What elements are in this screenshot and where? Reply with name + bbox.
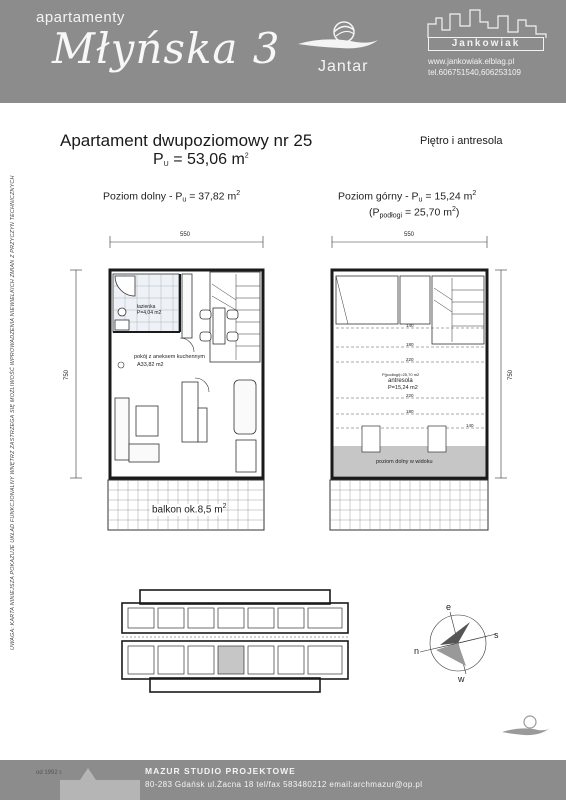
studio-house-icon [60, 760, 142, 800]
bathroom-name: łazienka [137, 304, 156, 310]
height-line-220-top: 220 [406, 357, 414, 362]
lower-visible-label: poziom dolny w widoku [376, 459, 433, 465]
height-line-140-bottom: 140 [466, 423, 474, 428]
upper-height-dim: 750 [508, 369, 515, 381]
upper-width-dim: 550 [404, 232, 415, 238]
compass-west: w [458, 674, 465, 684]
upper-floor-area-label: (Ppodłogi = 25,70 $m^2$) [369, 206, 460, 220]
room-name: pokój z aneksem kuchennym [134, 354, 205, 360]
disclaimer-note: UWAGA: KARTA NINIEJSZA POKAZUJE UKŁAD FUNKCJONALNY WNĘTRZ ZASTRZEGA SIĘ MOŻLIWOŚĆ WPROWADZENIA NIEWIELKICH ZMIAN Z PRZYCZYN TECHNICZNYCH [10, 175, 16, 650]
apartment-title: Apartament dwupoziomowy nr 25 [60, 131, 313, 150]
apartment-area: PU = 53,06 $m^2$ [153, 151, 249, 168]
studio-name: MAZUR STUDIO PROJEKTOWE [145, 766, 296, 776]
height-line-220-bottom: 220 [406, 393, 414, 398]
lower-level-label: Poziom dolny - Pu = 37,82 $m^2$ [103, 190, 241, 204]
lower-height-dim: 750 [64, 369, 71, 381]
compass-north: n [414, 646, 420, 656]
developer-phone: tel.606751540,606253109 [428, 68, 521, 77]
lower-width-dim: 550 [180, 232, 191, 238]
height-line-140-top: 140 [406, 323, 414, 328]
upper-level-label: Poziom górny - Pu = 15,24 $m^2$ [338, 190, 477, 204]
studio-since: od 1992 r. [36, 770, 63, 776]
height-line-180-bottom: 180 [406, 409, 414, 414]
mezzanine-floor-area: P(podłogi)=25,70 m2 [382, 372, 420, 377]
bathroom-area: P=4,04 m2 [137, 310, 162, 316]
height-line-180-top: 180 [406, 342, 414, 347]
compass-south: s [494, 630, 499, 640]
developer-website[interactable]: www.jankowiak.elblag.pl [428, 57, 515, 66]
mezzanine-area: P=15,24 m2 [388, 385, 418, 391]
brand-tagline: apartamenty [36, 9, 125, 26]
brand-name: Młyńska 3 [52, 24, 281, 73]
floor-label: Piętro i antresola [420, 135, 503, 147]
compass-east: e [446, 602, 452, 612]
jantar-label: Jantar [318, 58, 369, 75]
developer-name: Jankowiak [428, 37, 544, 51]
studio-address: 80-283 Gdańsk ul.Żacna 18 tel/fax 583480212 email:archmazur@op.pl [145, 780, 423, 789]
balcony-label: balkon ok.8,5 $m^2$ [152, 503, 227, 516]
mezzanine-name: antresola [388, 378, 413, 384]
jantar-small-logo-icon [500, 714, 552, 738]
room-area: A33,82 m2 [137, 362, 164, 368]
